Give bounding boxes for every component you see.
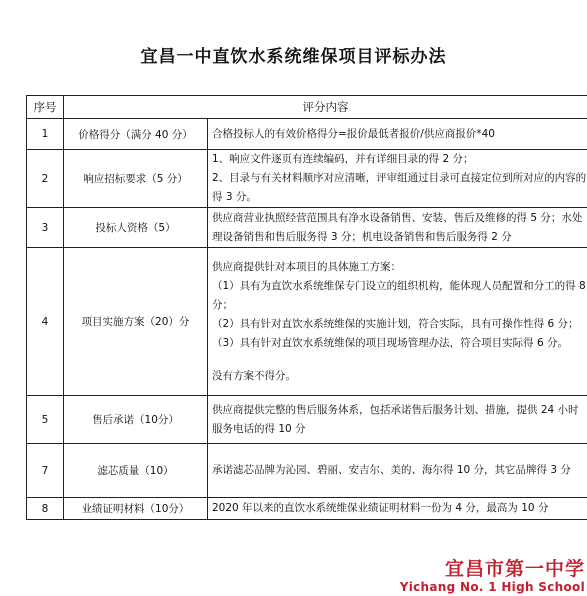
rule-line: （1）具有为直饮水系统维保专门设立的组织机构，能体现人员配置和分工的得 8 分；: [212, 279, 586, 311]
rule-line: 没有方案不得分。: [212, 369, 296, 382]
row-scoring-rule: [208, 208, 587, 248]
row-serial-number: 3: [27, 208, 64, 248]
row-serial-number: 5: [27, 396, 64, 444]
table-header-row: [27, 96, 587, 119]
rule-line: 2、目录与有关材料顺序对应清晰，评审组通过目录可直接定位到所对应的内容的得 3 分。: [212, 172, 587, 203]
table-row: [27, 248, 587, 396]
row-scoring-item: 价格得分（满分 40 分）: [64, 119, 208, 150]
row-scoring-rule: [208, 444, 587, 498]
rule-line: 合格投标人的有效价格得分=报价最低者报价/供应商报价*40: [212, 127, 495, 140]
row-serial-number: 2: [27, 150, 64, 208]
table-row: [27, 208, 587, 248]
row-serial-number: 4: [27, 248, 64, 396]
row-scoring-item: 滤芯质量（10）: [64, 444, 208, 498]
row-serial-number: 7: [27, 444, 64, 498]
rule-line: 1、响应文件逐页有连续编码，并有详细目录的得 2 分；: [212, 153, 474, 165]
row-scoring-item: 项目实施方案（20）分: [64, 248, 208, 396]
rule-line: （3）具有针对直饮水系统维保的项目现场管理办法，符合项目实际得 6 分。: [212, 336, 569, 349]
row-scoring-item: 响应招标要求（5 分）: [64, 150, 208, 208]
row-serial-number: 1: [27, 119, 64, 150]
page-title: 宜昌一中直饮水系统维保项目评标办法: [140, 47, 447, 67]
rule-line: （2）具有针对直饮水系统维保的实施计划，符合实际，具有可操作性得 6 分；: [212, 317, 579, 330]
row-scoring-item: 售后承诺（10分）: [64, 396, 208, 444]
scoring-table: [26, 95, 587, 520]
row-scoring-rule: [208, 498, 587, 520]
row-scoring-rule: [208, 150, 587, 208]
rule-line: 承诺滤芯品牌为沁园、碧丽、安吉尔、美的、海尔得 10 分，其它品牌得 3 分: [212, 464, 571, 476]
rule-line: 供应商提供完整的售后服务体系，包括承诺售后服务计划、措施，提供 24 小时服务电话的得 10 分: [212, 403, 579, 435]
watermark-school-name: 宜昌市第一中学: [444, 558, 585, 580]
table-row: [27, 119, 587, 150]
row-scoring-rule: [208, 248, 587, 396]
row-serial-number: 8: [27, 498, 64, 520]
header-scoring-content: 评分内容: [64, 96, 587, 119]
table-row: [27, 150, 587, 208]
rule-line: 2020 年以来的直饮水系统维保业绩证明材料一份为 4 分，最高为 10 分: [212, 502, 549, 514]
row-scoring-rule: [208, 396, 587, 444]
rule-line: [212, 353, 587, 367]
header-serial-number: 序号: [27, 96, 64, 119]
watermark-school-name-en: Yichang No. 1 High School: [399, 580, 585, 594]
table-row: [27, 396, 587, 444]
school-watermark: [400, 558, 585, 594]
rule-line: 供应商提供针对本项目的具体施工方案：: [212, 260, 401, 273]
row-scoring-item: 投标人资格（5）: [64, 208, 208, 248]
rule-line: 供应商营业执照经营范围具有净水设备销售、安装、售后及维修的得 5 分；水处理设备销售和售后服务得 3 分；机电设备销售和售后服务得 2 分: [212, 211, 583, 243]
row-scoring-item: 业绩证明材料（10分）: [64, 498, 208, 520]
row-scoring-rule: [208, 119, 587, 150]
table-row: [27, 444, 587, 498]
table-row: [27, 498, 587, 520]
